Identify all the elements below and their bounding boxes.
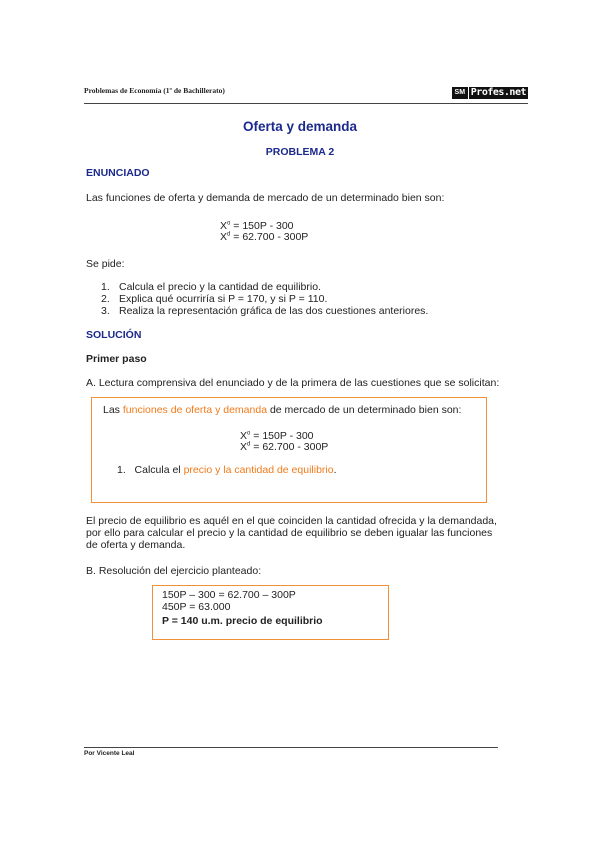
question-list [101, 281, 428, 317]
highlight-functions: funciones de oferta y demanda [122, 404, 268, 416]
box-demand-equation: $X^d = 62.700 - 300P$ [240, 441, 329, 453]
step-heading: Primer paso [86, 353, 147, 365]
solution-result: P = 140 u.m. precio de equilibrio [162, 615, 323, 627]
profes-net-logo [452, 84, 528, 102]
demand-equation: $X^d = 62.700 - 300P$ [220, 231, 309, 243]
solucion-heading: SOLUCIÓN [86, 329, 142, 341]
page-header [84, 84, 528, 104]
step-b-text: B. Resolución del ejercicio planteado: [86, 565, 262, 577]
highlight-equilibrium: precio y la cantidad de equilibrio [183, 464, 334, 476]
box-supply-equation: $X^o = 150P - 300$ [240, 430, 314, 442]
solution-line-2: 450P = 63.000 [162, 601, 231, 613]
enunciado-heading: ENUNCIADO [86, 167, 150, 179]
footer-author: Por Vicente Leal [84, 750, 135, 757]
step-a-text: A. Lectura comprensiva del enunciado y de la primera de las cuestiones que se solicitan: [86, 377, 500, 389]
footer-divider [84, 747, 498, 748]
solution-line-1: 150P – 300 = 62.700 – 300P [162, 589, 296, 601]
problem-number: PROBLEMA 2 [265, 146, 335, 158]
list-item: 1. Calcula el precio y la cantidad de equilibrio. [101, 281, 321, 293]
explanation-line-3: de oferta y demanda. [86, 539, 186, 551]
se-pide-label: Se pide: [86, 258, 125, 270]
list-item: 2. Explica qué ocurriría si P = 170, y si P = 110. [101, 293, 328, 305]
logo-mark: SM [452, 87, 468, 99]
logo-text: Profes.net [470, 87, 526, 98]
header-title: Problemas de Economía (1º de Bachillerato) [84, 86, 225, 95]
box-intro: Las funciones de oferta y demanda de mercado de un determinado bien son: [103, 404, 462, 416]
explanation-line-1: El precio de equilibrio es aquél en el que coinciden la cantidad ofrecida y la demandada, [86, 515, 497, 527]
list-item: 3. Realiza la representación gráfica de las dos cuestiones anteriores. [101, 305, 429, 317]
explanation-line-2: por ello para calcular el precio y la cantidad de equilibrio se deben igualar las funciones [86, 527, 493, 539]
enunciado-intro: Las funciones de oferta y demanda de mercado de un determinado bien son: [86, 192, 445, 204]
page-title: Oferta y demanda [242, 119, 358, 134]
box-question: 1. Calcula el precio y la cantidad de equilibrio. [117, 464, 337, 476]
supply-equation: $X^o = 150P - 300$ [220, 220, 294, 232]
